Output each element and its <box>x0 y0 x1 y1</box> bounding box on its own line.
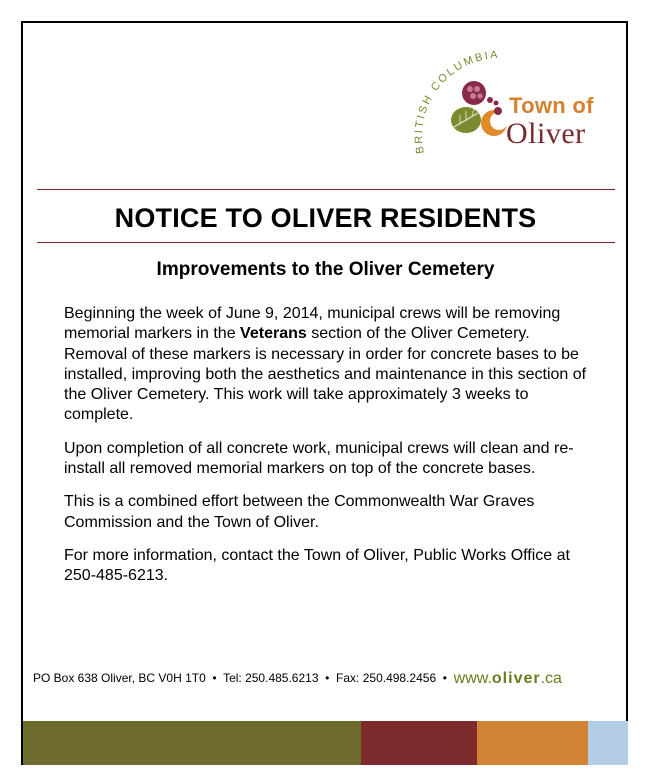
footer-fax: Fax: 250.498.2456 <box>336 671 437 685</box>
web-name: oliver <box>491 670 541 687</box>
town-logo <box>386 35 616 165</box>
svg-text:BRITISH COLUMBIA <box>413 49 500 155</box>
top-divider <box>37 189 615 190</box>
footer-separator: • <box>325 671 330 685</box>
footer-contact <box>33 670 623 688</box>
leaf-icon <box>451 107 481 133</box>
p1-text-a: Beginning the week of June 9, 2014, municipal crews will be removing memorial markers in the <box>64 305 561 343</box>
color-bar-orange <box>477 721 588 765</box>
logo-oliver: Oliver <box>506 117 586 150</box>
footer-separator: • <box>212 671 217 685</box>
paragraph-1 <box>64 304 594 426</box>
fruit-icon <box>481 107 508 136</box>
color-bar-maroon <box>361 721 477 765</box>
web-suffix: .ca <box>540 670 562 687</box>
footer-tel: Tel: 250.485.6213 <box>223 671 319 685</box>
footer-separator: • <box>442 671 447 685</box>
paragraph-3: This is a combined effort between the Commonwealth War Graves Commission and the Town of Oliver. <box>64 493 535 531</box>
subtitle: Improvements to the Oliver Cemetery <box>156 259 495 280</box>
paragraph-4: For more information, contact the Town of Oliver, Public Works Office at 250-485-6213. <box>64 546 570 585</box>
footer-website-link[interactable] <box>454 670 562 687</box>
web-prefix: www. <box>453 670 492 687</box>
footer-address: PO Box 638 Oliver, BC V0H 1T0 <box>33 671 206 685</box>
page-title: NOTICE TO OLIVER RESIDENTS <box>114 203 537 233</box>
grape-icon <box>462 81 499 106</box>
notice-body <box>64 304 594 600</box>
title-divider <box>37 242 615 243</box>
p1-bold-text: Veterans <box>240 325 307 343</box>
color-bar-olive <box>23 721 361 765</box>
notice-page <box>21 21 628 765</box>
logo-town-of: Town of <box>509 93 594 118</box>
p1-text-b: section of the Oliver Cemetery. Removal of these markers is necessary in order for concrete bases to be installed, improving both the aesthetics and maintenance in this section of the Oliver Cemetery. This work will take approximately 3 weeks to complete. <box>64 325 587 424</box>
paragraph-2: Upon completion of all concrete work, municipal crews will clean and re-install all removed memorial markers on top of the concrete bases. <box>64 439 574 478</box>
logo-arc-text: BRITISH COLUMBIA <box>413 48 501 155</box>
color-bar-blue <box>588 721 628 765</box>
